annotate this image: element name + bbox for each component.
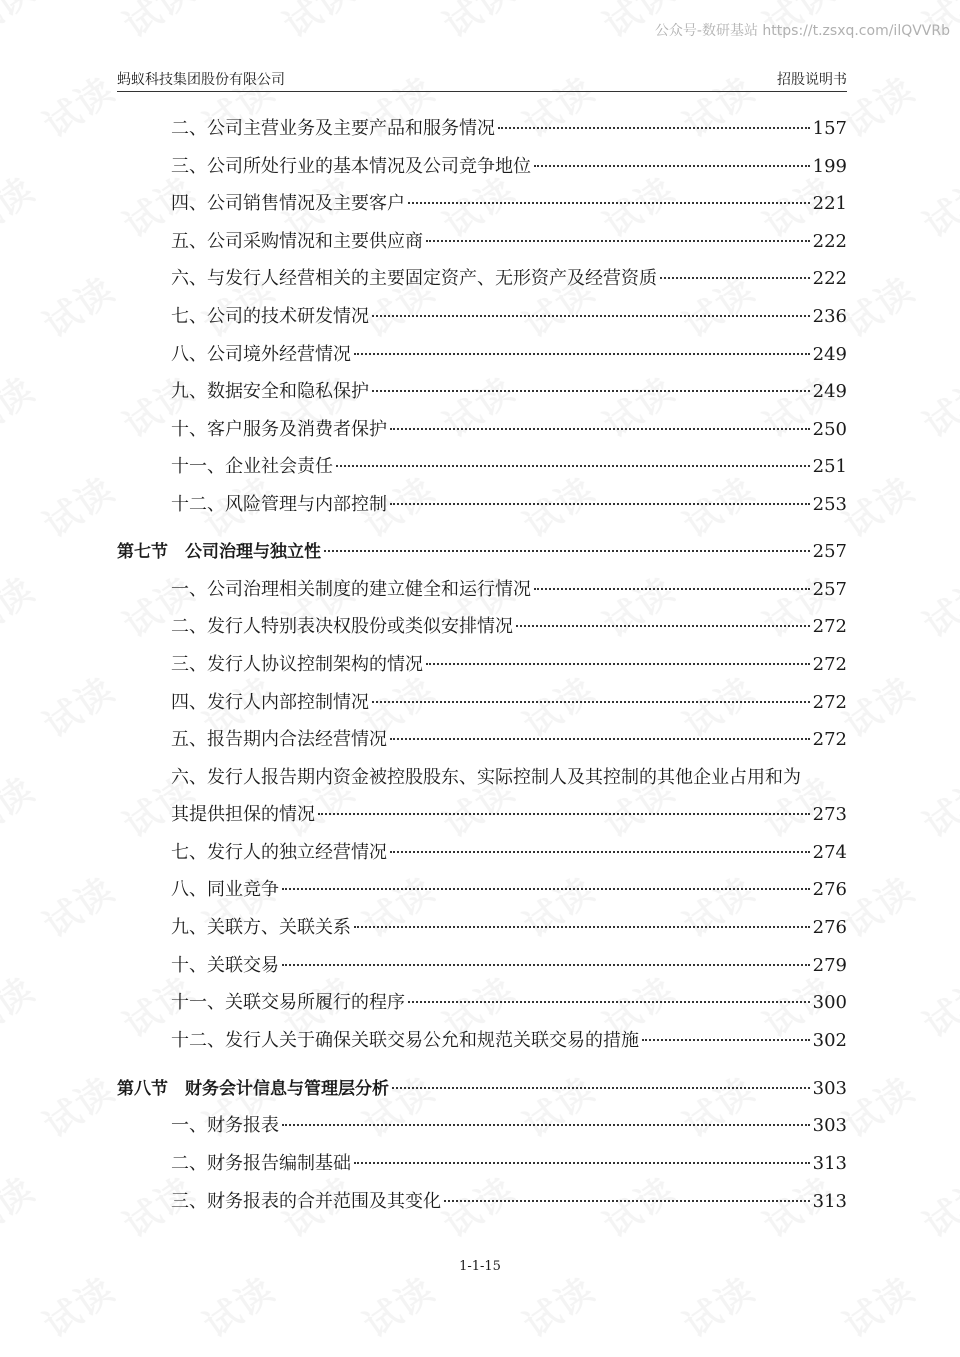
- company-name: 蚂蚁科技集团股份有限公司: [117, 72, 285, 88]
- leader-dots: [282, 887, 810, 890]
- toc-entry-label: 四、公司销售情况及主要客户: [171, 193, 405, 214]
- leader-dots: [392, 1086, 810, 1089]
- leader-dots: [336, 464, 810, 467]
- toc-entry[interactable]: [117, 575, 847, 605]
- leader-dots: [426, 239, 810, 242]
- toc-entry[interactable]: [117, 951, 847, 981]
- toc-entry-page: 273: [812, 804, 847, 825]
- watermark-text: [832, 1263, 924, 1348]
- toc-entry-page: 272: [812, 729, 847, 750]
- toc-entry-label: 其提供担保的情况: [171, 804, 315, 825]
- toc-entry-page: 251: [812, 456, 847, 477]
- toc-entry-label: 十、关联交易: [171, 955, 279, 976]
- toc-entry-page: 274: [812, 842, 847, 863]
- source-banner: 公众号-数研基站 https://t.zsxq.com/ilQVVRb: [654, 23, 950, 39]
- toc-entry[interactable]: [117, 988, 847, 1018]
- toc-entry-label: 七、公司的技术研发情况: [171, 306, 369, 327]
- toc-entry[interactable]: [117, 838, 847, 868]
- watermark-text: [912, 1163, 960, 1248]
- toc-entry-page: 250: [812, 419, 847, 440]
- leader-dots: [426, 662, 810, 665]
- leader-dots: [498, 126, 810, 129]
- toc-entry[interactable]: [117, 302, 847, 332]
- toc-entry-label: 六、发行人报告期内资金被控股股东、实际控制人及其控制的其他企业占用和为: [171, 767, 801, 788]
- watermark-text: [112, 0, 204, 48]
- toc-entry[interactable]: [117, 114, 847, 144]
- toc-entry-label: 二、财务报告编制基础: [171, 1153, 351, 1174]
- watermark-text: [432, 0, 524, 48]
- toc-entry-label: 一、公司治理相关制度的建立健全和运行情况: [171, 579, 531, 600]
- toc-entry-label: 七、发行人的独立经营情况: [171, 842, 387, 863]
- toc-entry-label: 二、发行人特别表决权股份或类似安排情况: [171, 616, 513, 637]
- leader-dots: [444, 1199, 810, 1202]
- toc-entry[interactable]: [117, 1111, 847, 1141]
- toc-entry[interactable]: [117, 1187, 847, 1217]
- watermark-text: [32, 63, 124, 148]
- toc-entry-label: 一、财务报表: [171, 1115, 279, 1136]
- watermark-text: [912, 363, 960, 448]
- leader-dots: [318, 812, 810, 815]
- toc-entry-label: 十二、风险管理与内部控制: [171, 494, 387, 515]
- toc-entry[interactable]: [117, 650, 847, 680]
- toc-entry-page: 302: [812, 1030, 847, 1051]
- toc-entry-page: 257: [812, 579, 847, 600]
- page-number: 1-1-15: [459, 1259, 501, 1274]
- toc-entry-page: 279: [812, 955, 847, 976]
- leader-dots: [372, 389, 810, 392]
- document-type: 招股说明书: [777, 72, 847, 88]
- watermark-text: [0, 563, 44, 648]
- toc-entry-page: 272: [812, 692, 847, 713]
- toc-section-label: 第七节 公司治理与独立性: [117, 542, 321, 562]
- leader-dots: [642, 1038, 810, 1041]
- toc-entry-label: 二、公司主营业务及主要产品和服务情况: [171, 118, 495, 139]
- page-header: [117, 67, 847, 92]
- toc-entry-page: 313: [812, 1153, 847, 1174]
- toc-entry-label: 四、发行人内部控制情况: [171, 692, 369, 713]
- toc-entry-page: 157: [812, 118, 847, 139]
- leader-dots: [282, 1123, 810, 1126]
- toc-entry-label: 三、发行人协议控制架构的情况: [171, 654, 423, 675]
- toc-section-page: 303: [812, 1078, 847, 1099]
- toc-entry[interactable]: [117, 189, 847, 219]
- toc-entry-label: 十一、企业社会责任: [171, 456, 333, 477]
- toc-entry-page: 253: [812, 494, 847, 515]
- toc-entry-label: 六、与发行人经营相关的主要固定资产、无形资产及经营资质: [171, 268, 657, 289]
- toc-entry-page: 303: [812, 1115, 847, 1136]
- toc-entry[interactable]: [117, 725, 847, 755]
- watermark-text: [912, 563, 960, 648]
- leader-dots: [390, 737, 810, 740]
- watermark-text: [32, 863, 124, 948]
- toc-entry[interactable]: [117, 688, 847, 718]
- toc-entry-label: 十二、发行人关于确保关联交易公允和规范关联交易的措施: [171, 1030, 639, 1051]
- leader-dots: [354, 1161, 810, 1164]
- toc-entry[interactable]: [117, 1026, 847, 1056]
- toc-entry-label: 九、数据安全和隐私保护: [171, 381, 369, 402]
- toc-entry[interactable]: [117, 377, 847, 407]
- leader-dots: [282, 963, 810, 966]
- watermark-text: [352, 1263, 444, 1348]
- toc-entry-label: 八、公司境外经营情况: [171, 344, 351, 365]
- watermark-text: [0, 1163, 44, 1248]
- toc-entry-page: 249: [812, 381, 847, 402]
- toc-entry-page: 300: [812, 992, 847, 1013]
- leader-dots: [534, 164, 810, 167]
- leader-dots: [390, 427, 810, 430]
- toc-entry-label: 五、报告期内合法经营情况: [171, 729, 387, 750]
- leader-dots: [354, 352, 810, 355]
- watermark-text: [912, 763, 960, 848]
- watermark-text: [912, 963, 960, 1048]
- leader-dots: [660, 276, 810, 279]
- toc-entry-label: 十、客户服务及消费者保护: [171, 419, 387, 440]
- toc-entry-page: 249: [812, 344, 847, 365]
- toc-entry[interactable]: [117, 875, 847, 905]
- toc-entry-page: 272: [812, 654, 847, 675]
- toc-section-page: 257: [812, 541, 847, 562]
- toc-entry-page: 236: [812, 306, 847, 327]
- toc-section[interactable]: [117, 1074, 847, 1104]
- toc-entry-page: 199: [812, 156, 847, 177]
- toc-section[interactable]: [117, 537, 847, 567]
- watermark-text: [912, 163, 960, 248]
- leader-dots: [354, 925, 810, 928]
- watermark-text: [32, 1263, 124, 1348]
- toc-section-label: 第八节 财务会计信息与管理层分析: [117, 1079, 389, 1099]
- toc-entry[interactable]: [117, 490, 847, 520]
- leader-dots: [408, 201, 810, 204]
- toc-entry-page: 313: [812, 1191, 847, 1212]
- leader-dots: [390, 502, 810, 505]
- leader-dots: [372, 700, 810, 703]
- leader-dots: [390, 850, 810, 853]
- toc-entry-label: 九、关联方、关联关系: [171, 917, 351, 938]
- toc-entry-page: 222: [812, 231, 847, 252]
- watermark-text: [32, 1063, 124, 1148]
- toc-entry[interactable]: [117, 612, 847, 642]
- leader-dots: [534, 587, 810, 590]
- watermark-text: [0, 763, 44, 848]
- toc-entry[interactable]: [117, 264, 847, 294]
- toc-entry[interactable]: [117, 152, 847, 182]
- toc-entry[interactable]: [117, 227, 847, 257]
- leader-dots: [408, 1000, 810, 1003]
- watermark-text: [672, 1263, 764, 1348]
- leader-dots: [516, 624, 810, 627]
- watermark-text: [0, 163, 44, 248]
- watermark-text: [512, 1263, 604, 1348]
- toc-entry[interactable]: [117, 1149, 847, 1179]
- toc-entry[interactable]: [117, 415, 847, 445]
- watermark-text: [32, 663, 124, 748]
- toc-entry[interactable]: [117, 800, 847, 830]
- toc-entry-page: 272: [812, 616, 847, 637]
- watermark-text: [192, 1263, 284, 1348]
- toc-entry-page: 222: [812, 268, 847, 289]
- toc-entry[interactable]: [117, 452, 847, 482]
- toc-entry[interactable]: [117, 340, 847, 370]
- toc-entry-label: 三、财务报表的合并范围及其变化: [171, 1191, 441, 1212]
- toc-entry-label: 八、同业竞争: [171, 879, 279, 900]
- toc-entry-label: 十一、关联交易所履行的程序: [171, 992, 405, 1013]
- leader-dots: [372, 314, 810, 317]
- toc-entry[interactable]: [117, 913, 847, 943]
- watermark-text: [0, 363, 44, 448]
- toc-entry-label: 五、公司采购情况和主要供应商: [171, 231, 423, 252]
- watermark-text: [272, 0, 364, 48]
- leader-dots: [324, 549, 810, 552]
- toc-entry-page: 276: [812, 917, 847, 938]
- toc-entry-wrapped-line[interactable]: [117, 763, 847, 793]
- toc-entry-page: 276: [812, 879, 847, 900]
- watermark-text: [0, 0, 44, 48]
- toc-entry-page: 221: [812, 193, 847, 214]
- watermark-text: [32, 263, 124, 348]
- toc-entry-label: 三、公司所处行业的基本情况及公司竞争地位: [171, 156, 531, 177]
- watermark-text: [32, 463, 124, 548]
- watermark-text: [0, 963, 44, 1048]
